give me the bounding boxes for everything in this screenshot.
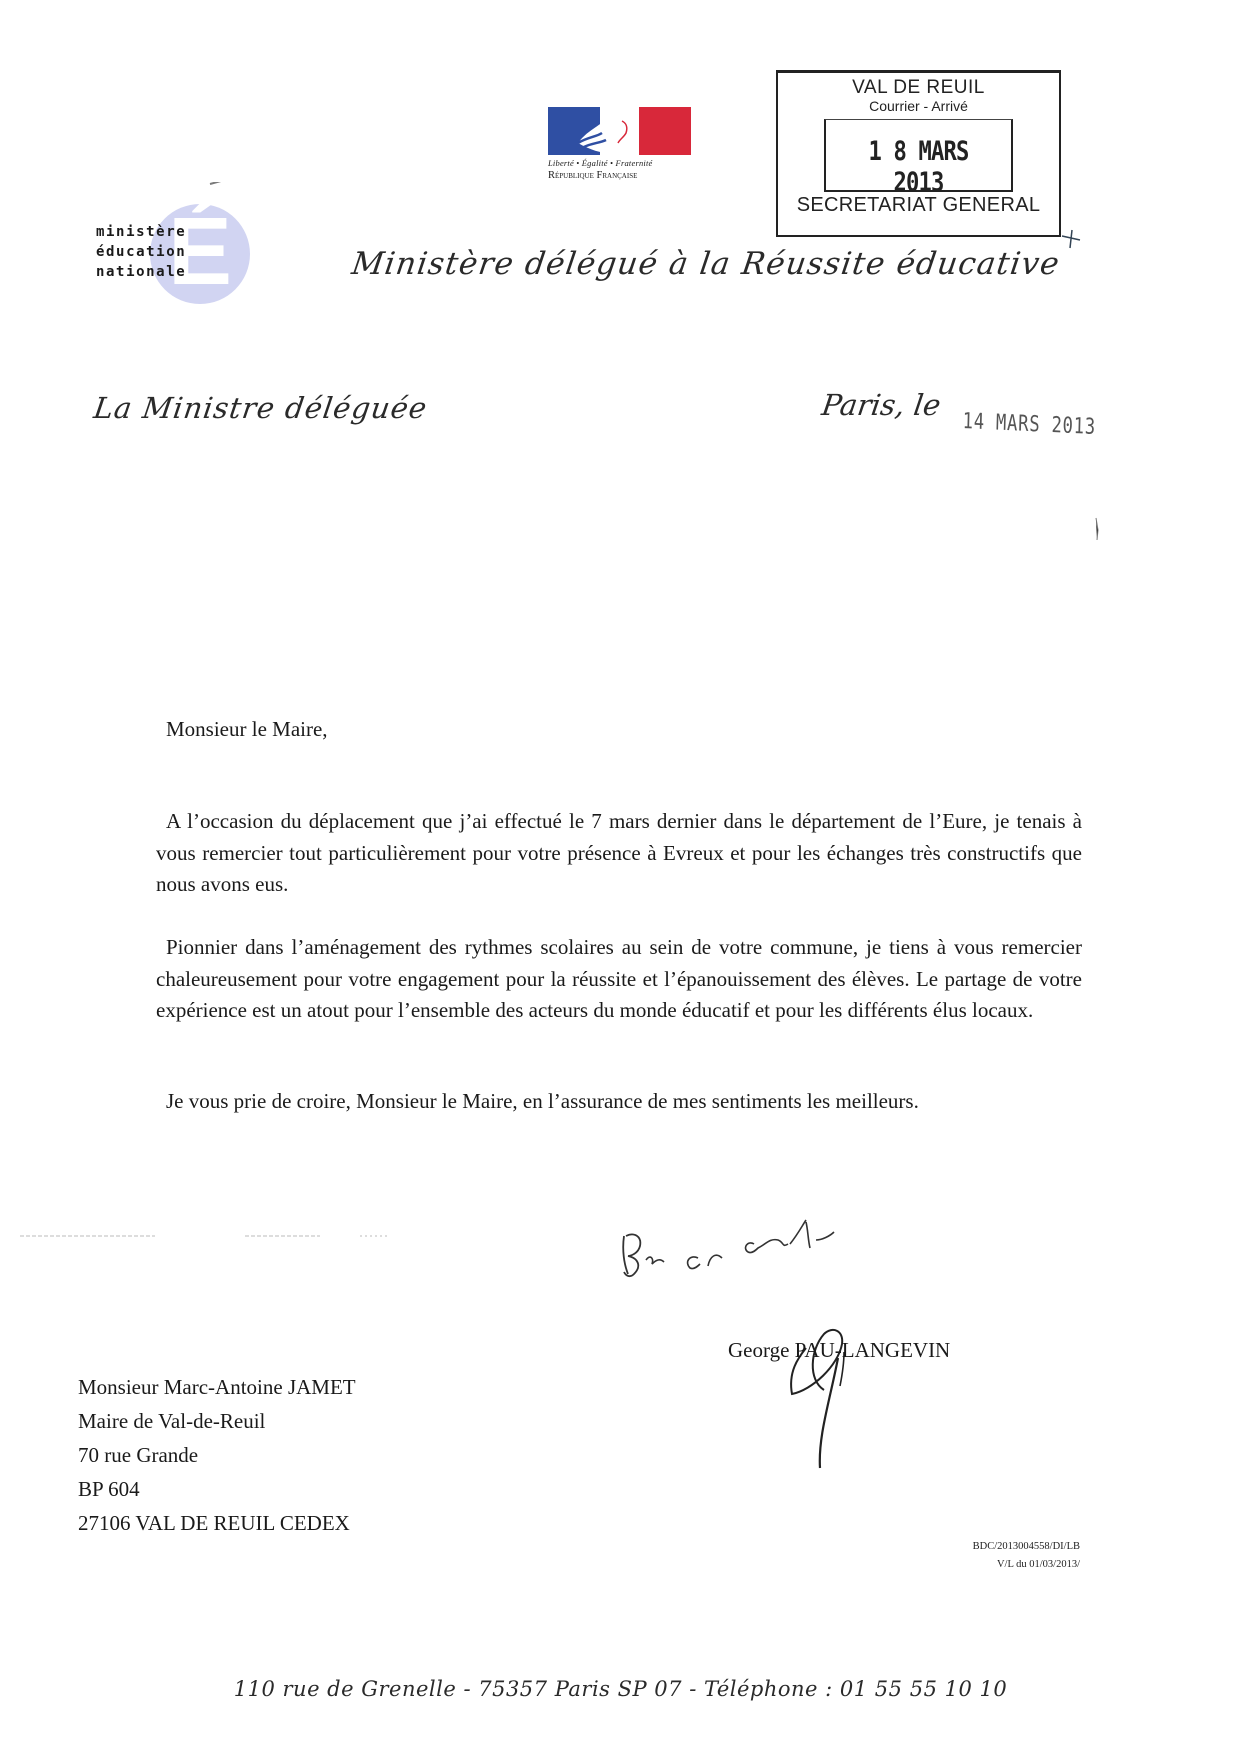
stamp-date-box [824, 119, 1013, 198]
body-paragraph: Pionnier dans l’aménagement des rythmes scolaires au sein de votre commune, je tiens à vous remercier chaleureusement pour votre engagement pour la réussite et l’épanouissement des élèves. Le partage de votre expérience est un atout pour l’ensemble des acteurs du monde éducatif et pour les différents élus locaux. [156, 935, 1082, 1022]
ministry-logo-line: éducation [96, 244, 187, 260]
address-line: Maire de Val-de-Reuil [78, 1409, 266, 1433]
address-line: Monsieur Marc-Antoine JAMET [78, 1375, 356, 1399]
stamp-label: Courrier - Arrivé [869, 98, 968, 114]
stamp-department: SECRETARIAT GENERAL [796, 194, 1041, 216]
reception-stamp [776, 70, 1061, 237]
ministry-education-logo [96, 180, 256, 320]
republique-francaise-label: République Française [548, 170, 638, 181]
reference-numbers [900, 1538, 1080, 1574]
marianne-logo [548, 107, 692, 193]
recipient-address [78, 1370, 356, 1540]
stamp-date: 1 8 MARS 2013 [868, 136, 969, 198]
closing-formula: Je vous prie de croire, Monsieur le Maire, en l’assurance de mes sentiments les meilleurs. [166, 1089, 919, 1113]
ministry-logo-line: nationale [96, 264, 187, 280]
svg-text:É: É [167, 198, 233, 305]
ministry-heading: Ministère délégué à la Réussite éducative [349, 246, 1063, 282]
address-line: 70 rue Grande [78, 1443, 199, 1467]
salutation: Monsieur le Maire, [166, 717, 328, 741]
address-line: 27106 VAL DE REUIL CEDEX [78, 1511, 350, 1535]
stamp-city: VAL DE REUIL [852, 77, 985, 98]
marianne-motto: Liberté • Égalité • Fraternité [548, 158, 653, 168]
reference-vl: V/L du 01/03/2013/ [996, 1559, 1080, 1570]
body-paragraph: A l’occasion du déplacement que j’ai effectué le 7 mars dernier dans le département de l’Eure, je tenais à vous remercier tout particulièrement pour votre présence à Evreux et pour les échanges très constructifs que nous avons eus. [156, 809, 1082, 896]
signatory-name: George PAU-LANGEVIN [728, 1338, 951, 1362]
ministry-logo-line: ministère [96, 224, 187, 240]
place-label: Paris, le [819, 388, 943, 422]
footer-address: 110 rue de Grenelle - 75357 Paris SP 07 - Téléphone : 01 55 55 10 10 [233, 1677, 1008, 1701]
address-line: BP 604 [78, 1477, 140, 1501]
reference-code: BDC/2013004558/DI/LB [972, 1541, 1080, 1552]
sender-title: La Ministre déléguée [91, 391, 430, 425]
handwritten-signature [612, 1140, 912, 1470]
letter-date: 14 MARS 2013 [962, 409, 1097, 440]
ministry-logo-text [96, 222, 187, 282]
marianne-flag-icon [548, 107, 691, 155]
